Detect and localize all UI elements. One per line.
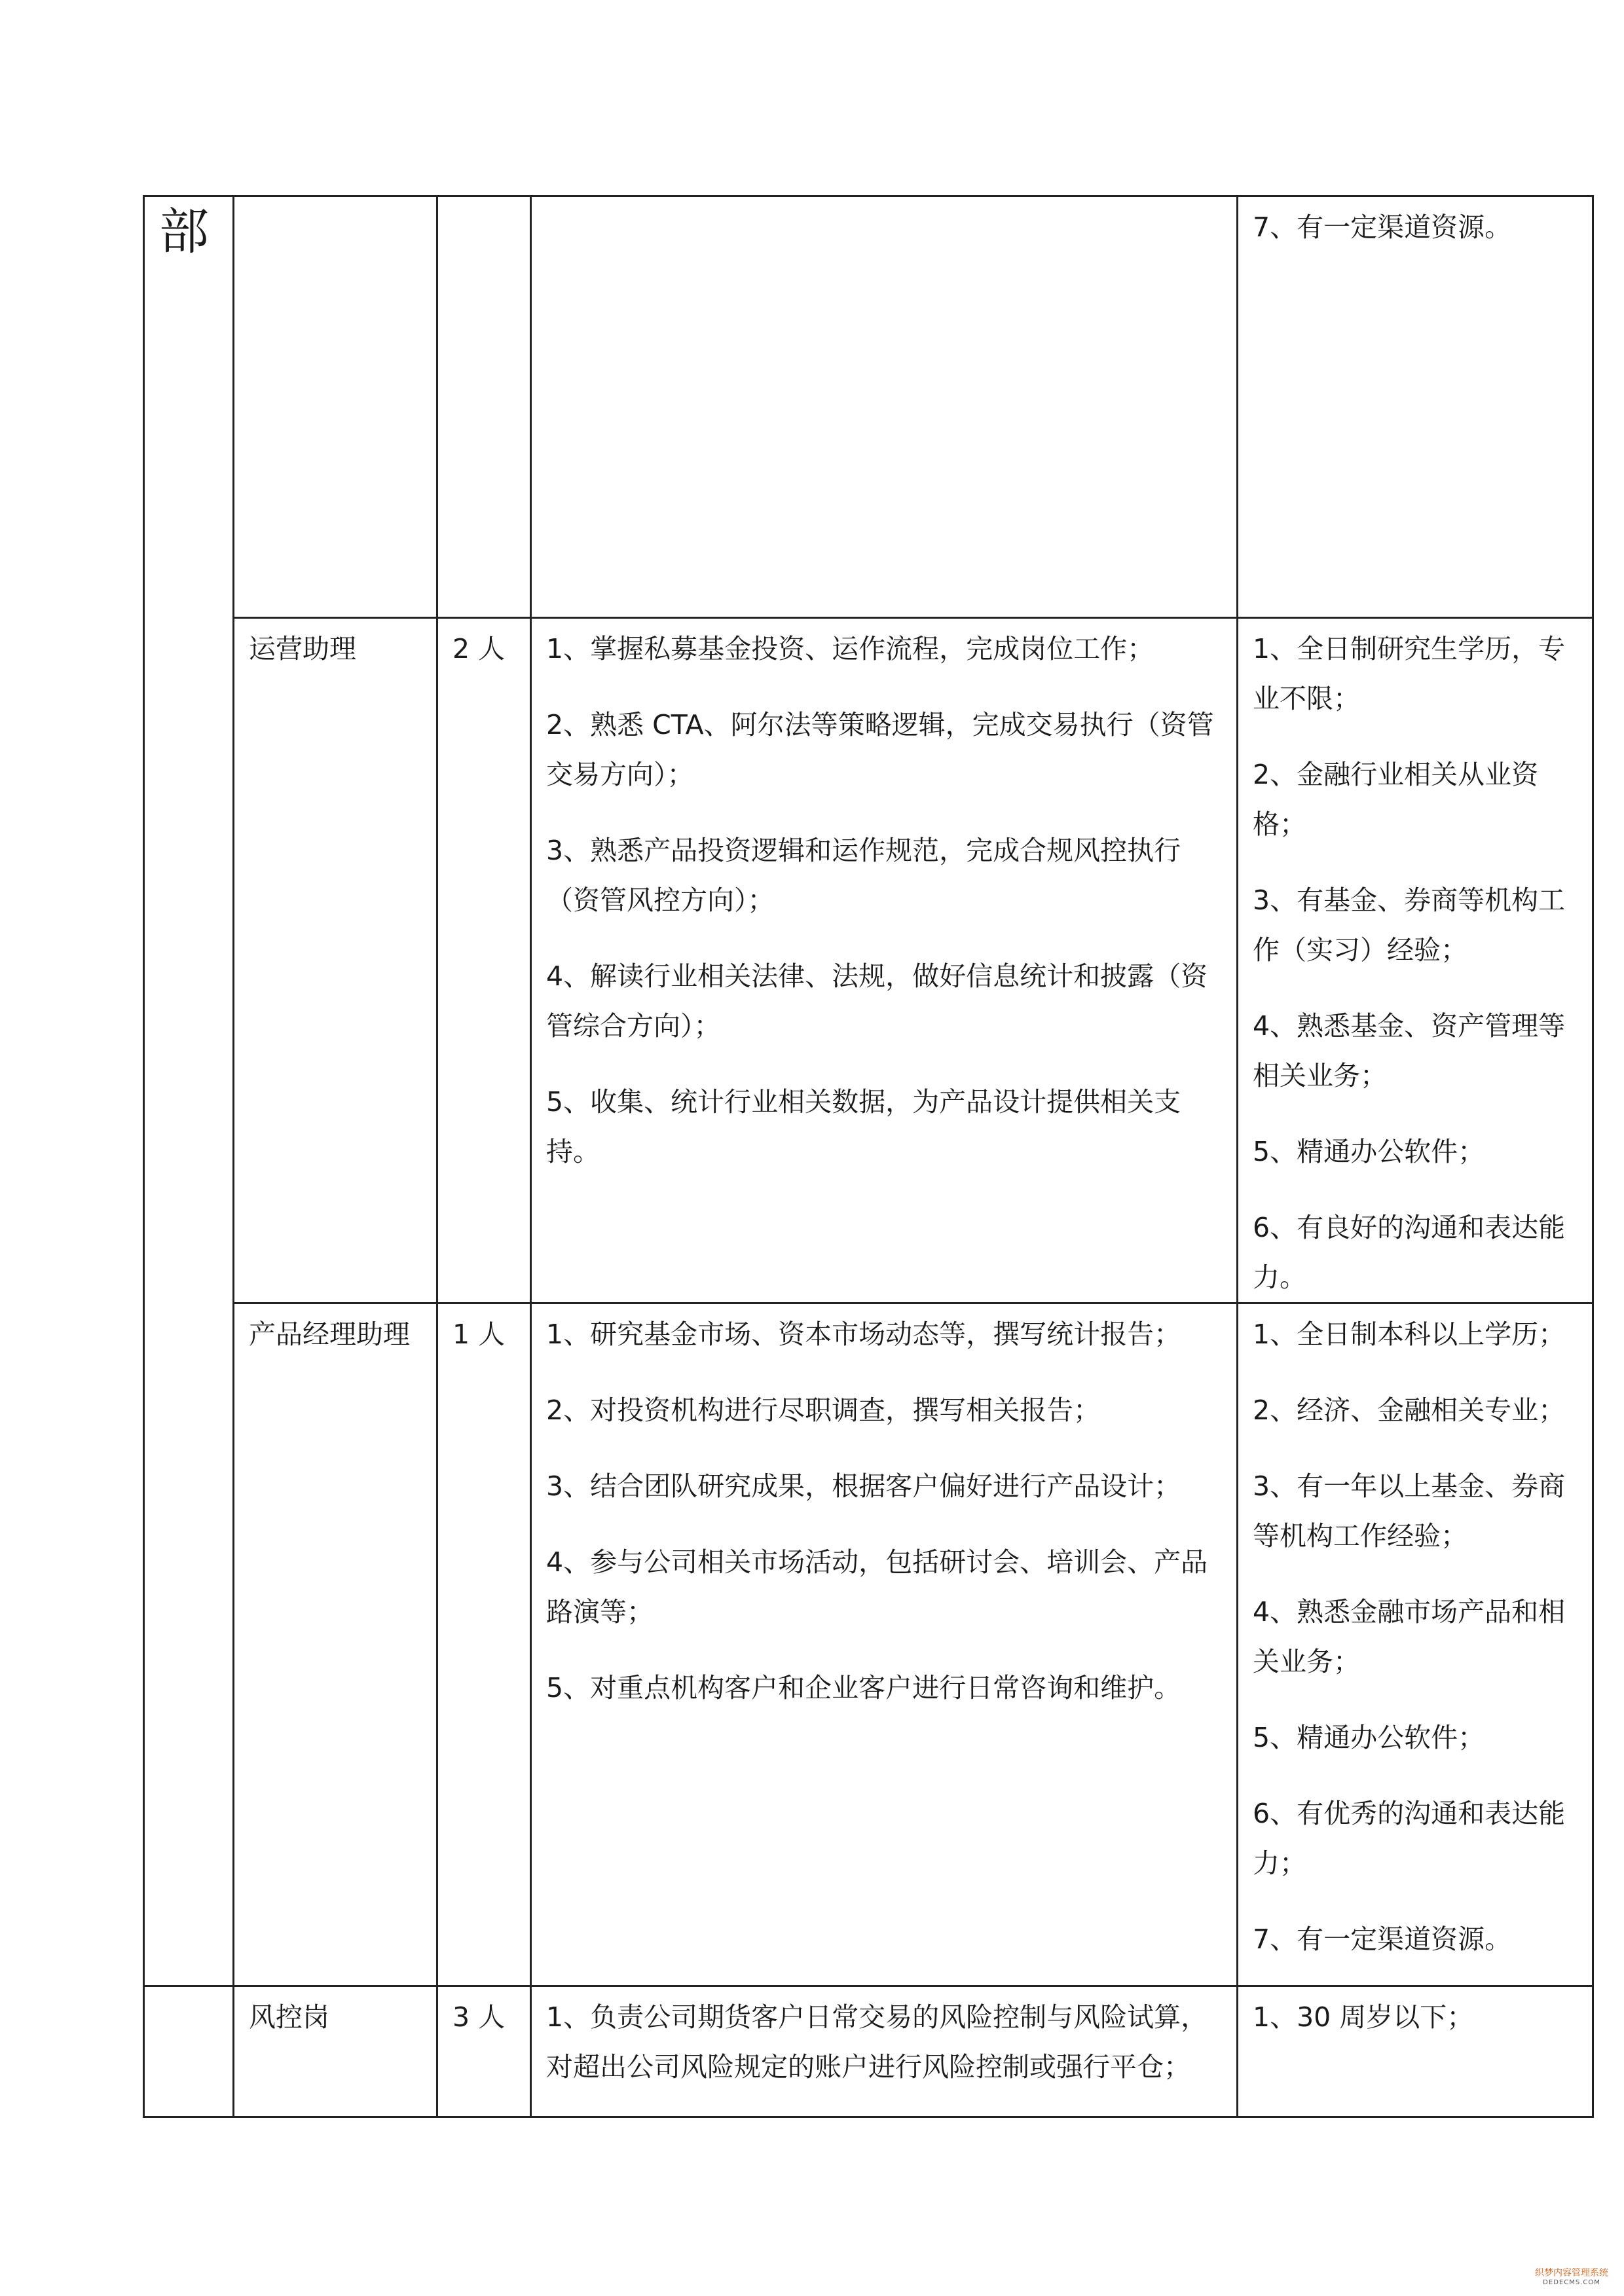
watermark-domain: DEDECMS.COM — [1543, 2279, 1600, 2286]
table-row — [144, 618, 1593, 1303]
requirement-item: 2、经济、金融相关专业； — [1253, 1394, 1566, 1426]
requirement-item: 1、30 周岁以下； — [1253, 2001, 1474, 2033]
requirement-item: 2、金融行业相关从业资格； — [1253, 759, 1539, 840]
requirement-item: 5、精通办公软件； — [1253, 1722, 1485, 1753]
headcount-cell — [437, 1986, 531, 2117]
position-title: 风控岗 — [249, 2001, 329, 2033]
duty-item: 4、参与公司相关市场活动，包括研讨会、培训会、产品路演等； — [546, 1546, 1208, 1628]
requirement-item: 6、有良好的沟通和表达能力。 — [1253, 1212, 1566, 1293]
table-row — [144, 1303, 1593, 1986]
duties-cell — [531, 1986, 1238, 2117]
duties-cell — [531, 1303, 1238, 1986]
duties-cell — [531, 196, 1238, 618]
duty-item: 2、对投资机构进行尽职调查，撰写相关报告； — [546, 1394, 1101, 1426]
requirement-item: 3、有基金、券商等机构工作（实习）经验； — [1253, 884, 1566, 966]
headcount-cell — [437, 1303, 531, 1986]
department-name: 部 — [159, 202, 209, 261]
position-title: 产品经理助理 — [249, 1319, 410, 1350]
duty-item: 1、研究基金市场、资本市场动态等，撰写统计报告； — [546, 1319, 1181, 1350]
headcount: 3 人 — [452, 2001, 506, 2033]
requirement-item: 5、精通办公软件； — [1253, 1136, 1485, 1167]
duty-item: 3、结合团队研究成果，根据客户偏好进行产品设计； — [546, 1470, 1181, 1502]
headcount-cell — [437, 196, 531, 618]
position-title: 运营助理 — [249, 633, 356, 665]
requirement-item: 3、有一年以上基金、券商等机构工作经验； — [1253, 1470, 1566, 1552]
requirements-cell — [1238, 196, 1593, 618]
table-row — [144, 1986, 1593, 2117]
headcount: 2 人 — [452, 633, 506, 665]
recruitment-table — [143, 195, 1594, 2118]
requirement-item: 1、全日制本科以上学历； — [1253, 1319, 1566, 1350]
position-cell — [234, 618, 437, 1303]
duty-item: 1、负责公司期货客户日常交易的风险控制与风险试算，对超出公司风险规定的账户进行风险控制或强行平仓； — [546, 2001, 1208, 2083]
position-cell — [234, 1986, 437, 2117]
requirements-cell — [1238, 1303, 1593, 1986]
requirement-item: 4、熟悉金融市场产品和相关业务； — [1253, 1596, 1566, 1677]
requirement-item: 7、有一定渠道资源。 — [1253, 211, 1512, 243]
duty-item: 1、掌握私募基金投资、运作流程，完成岗位工作； — [546, 633, 1154, 665]
department-cell — [144, 196, 234, 1986]
requirements-cell — [1238, 1986, 1593, 2117]
duty-item: 5、收集、统计行业相关数据，为产品设计提供相关支持。 — [546, 1086, 1181, 1167]
duty-item: 2、熟悉 CTA、阿尔法等策略逻辑，完成交易执行（资管交易方向）； — [546, 709, 1214, 790]
requirement-item: 1、全日制研究生学历，专业不限； — [1253, 633, 1566, 714]
duty-item: 4、解读行业相关法律、法规，做好信息统计和披露（资管综合方向）； — [546, 960, 1208, 1042]
table-row — [144, 196, 1593, 618]
watermark — [1535, 2267, 1608, 2287]
position-cell — [234, 1303, 437, 1986]
watermark-title: 织梦内容管理系统 — [1535, 2268, 1608, 2278]
headcount: 1 人 — [452, 1319, 506, 1350]
headcount-cell — [437, 618, 531, 1303]
position-cell — [234, 196, 437, 618]
duty-item: 5、对重点机构客户和企业客户进行日常咨询和维护。 — [546, 1672, 1181, 1704]
department-cell — [144, 1986, 234, 2117]
requirements-cell — [1238, 618, 1593, 1303]
requirement-item: 7、有一定渠道资源。 — [1253, 1923, 1512, 1955]
duties-cell — [531, 618, 1238, 1303]
duty-item: 3、熟悉产品投资逻辑和运作规范，完成合规风控执行（资管风控方向）； — [546, 835, 1181, 916]
requirement-item: 6、有优秀的沟通和表达能力； — [1253, 1798, 1566, 1879]
requirement-item: 4、熟悉基金、资产管理等相关业务； — [1253, 1010, 1566, 1091]
